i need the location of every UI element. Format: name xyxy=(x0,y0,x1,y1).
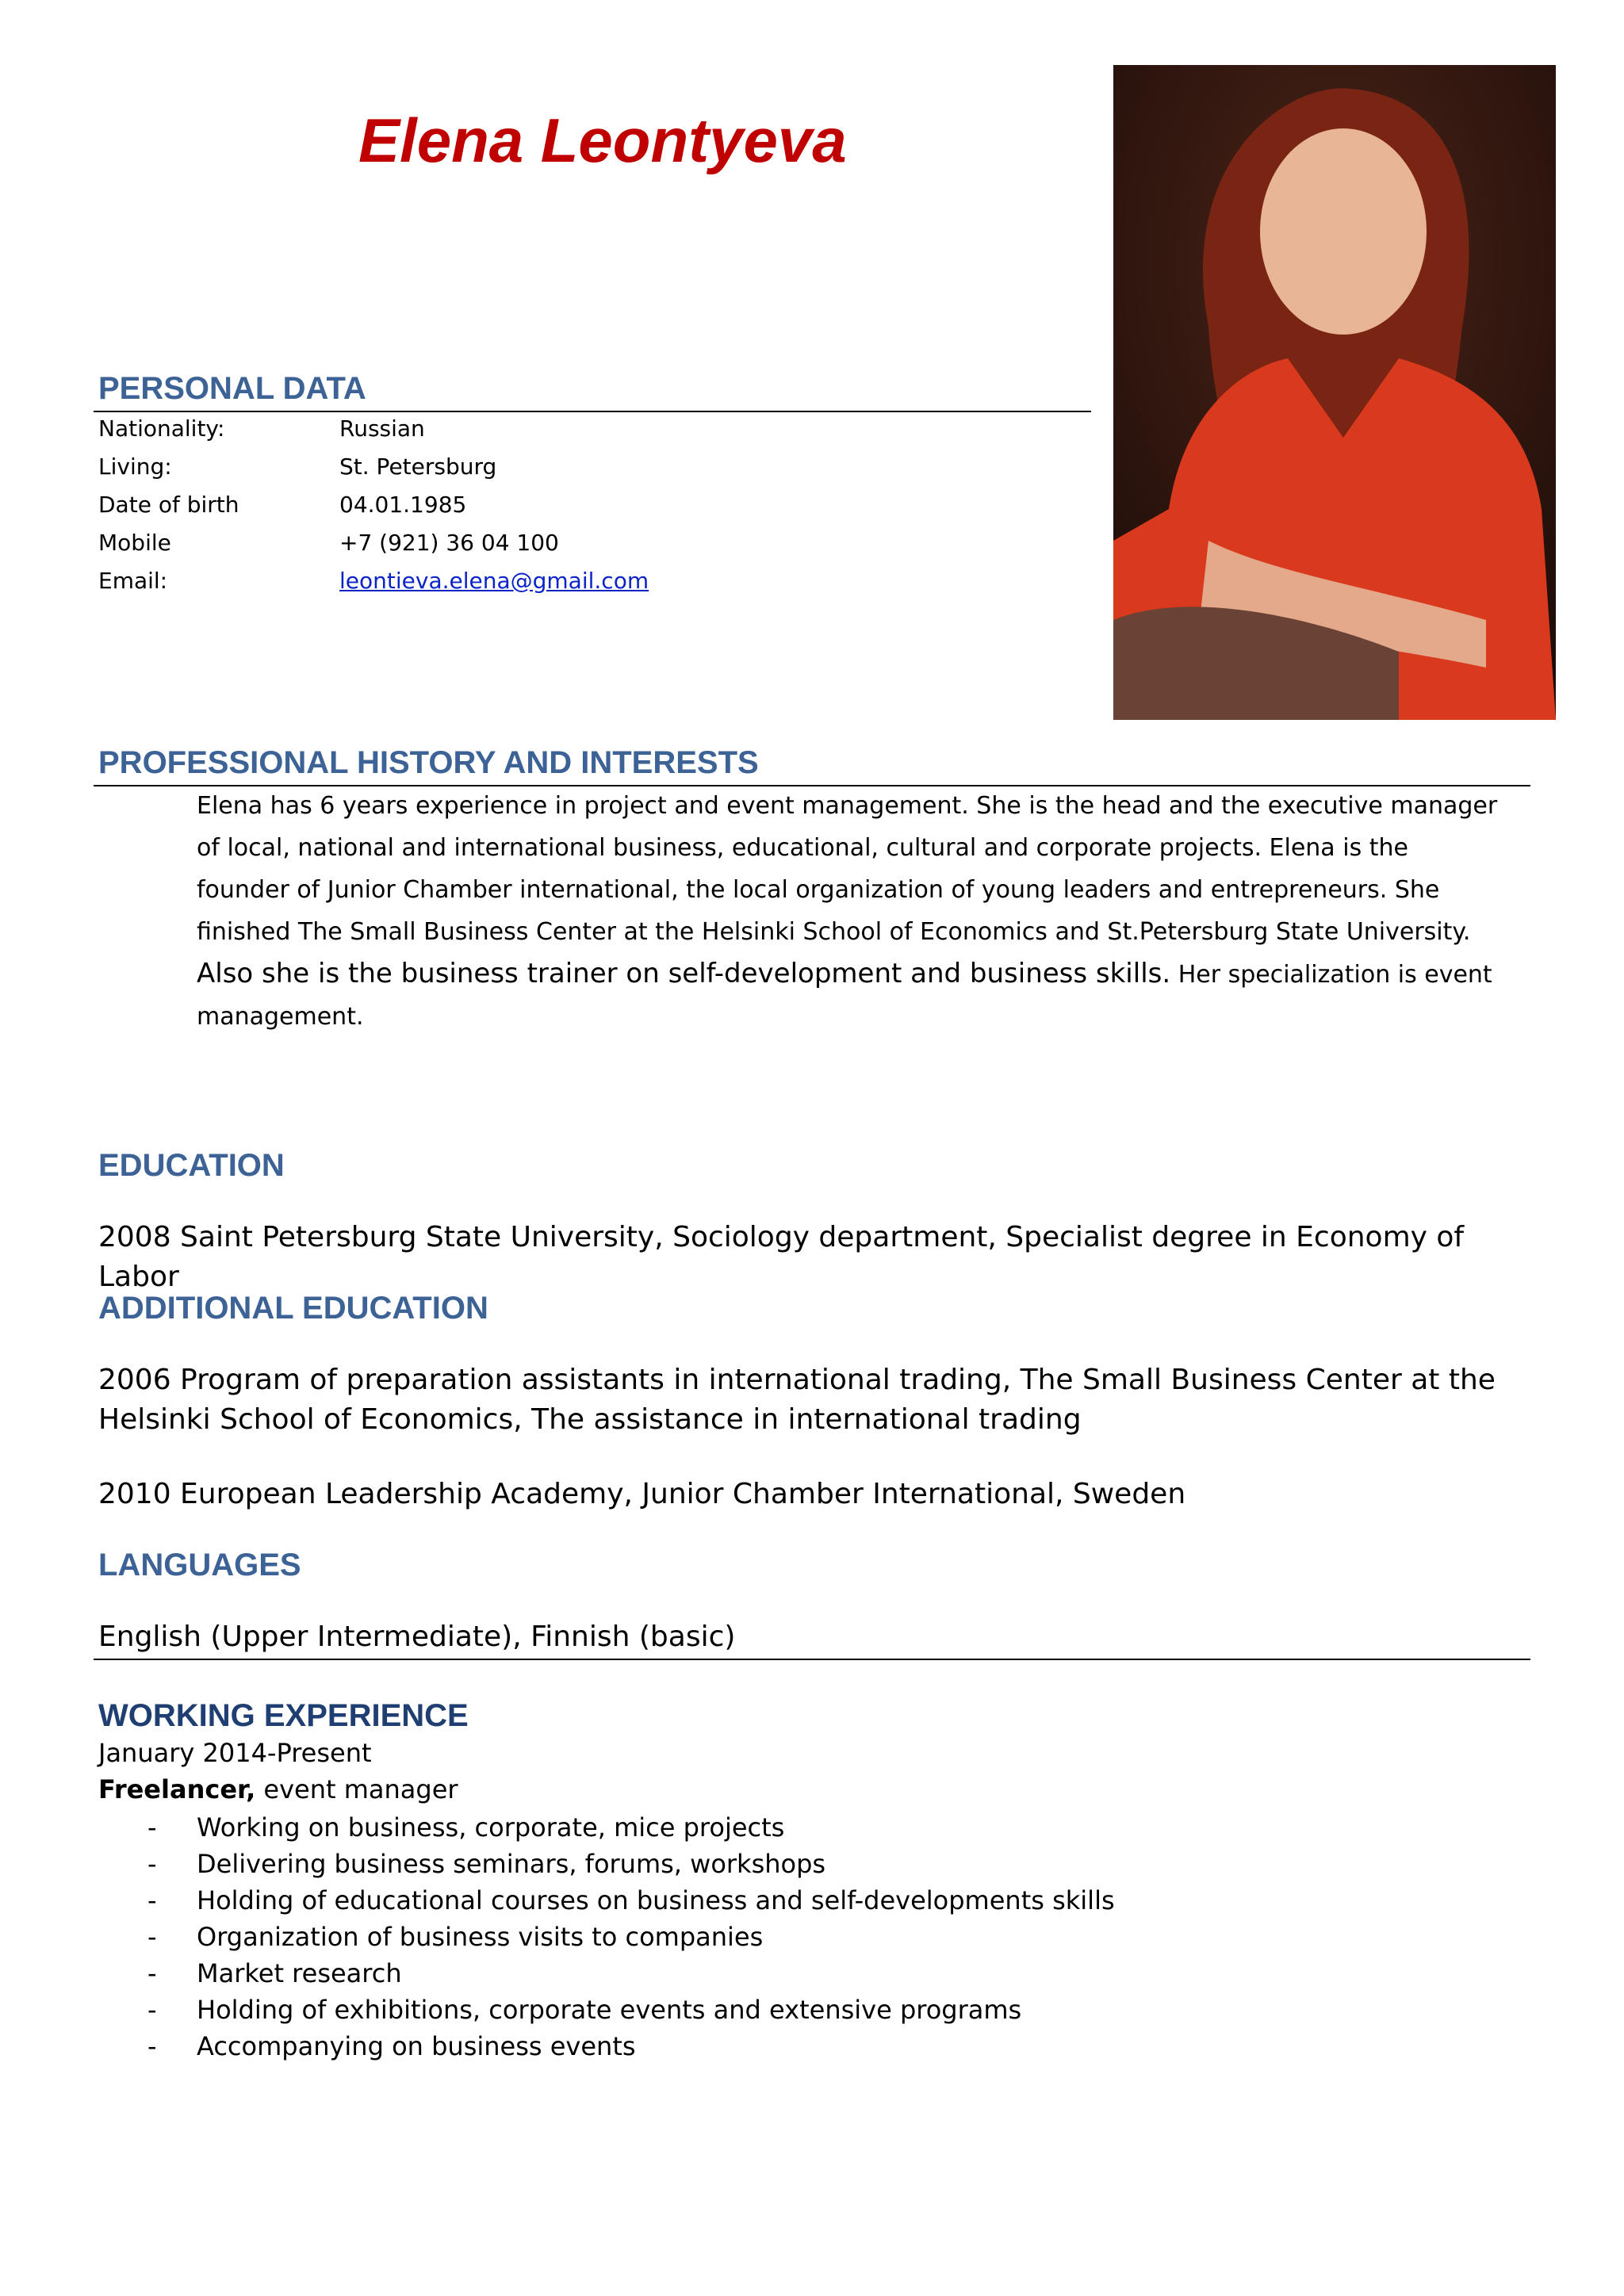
languages-divider xyxy=(94,1659,1530,1660)
email-link[interactable]: leontieva.elena@gmail.com xyxy=(339,568,649,594)
paragraph-line-large: Also she is the business trainer on self-development and business skills. xyxy=(197,958,1171,989)
professional-history-paragraph xyxy=(197,785,1529,1038)
email-label: Email: xyxy=(98,568,168,594)
additional-education-entry-1: 2006 Program of preparation assistants in international trading, The Small Business Center at the Helsinki School of Economics, The assistance in international trading xyxy=(98,1364,1496,1436)
nationality-value: Russian xyxy=(339,415,425,442)
nationality-label: Nationality: xyxy=(98,415,225,442)
education-entry: 2008 Saint Petersburg State University, Sociology department, Specialist degree in Economy of Labor xyxy=(98,1221,1465,1293)
personal-data-divider xyxy=(94,411,1091,412)
languages-entry: English (Upper Intermediate), Finnish (basic) xyxy=(98,1621,736,1653)
living-value: St. Petersburg xyxy=(339,453,497,480)
work-role-description: event manager xyxy=(255,1774,458,1804)
portrait-photo xyxy=(1113,65,1556,720)
mobile-value: +7 (921) 36 04 100 xyxy=(339,530,559,556)
professional-history-heading: PROFESSIONAL HISTORY AND INTERESTS xyxy=(98,745,759,780)
paragraph-line xyxy=(197,953,1529,996)
work-role-title: Freelancer, xyxy=(98,1774,256,1804)
paragraph-line: founder of Junior Chamber international, the local organization of young leaders and entrepreneurs. She xyxy=(197,876,1440,904)
date-of-birth-label: Date of birth xyxy=(98,492,239,518)
paragraph-line: finished The Small Business Center at the Helsinki School of Economics and St.Petersburg State University. xyxy=(197,918,1471,946)
date-of-birth-value: 04.01.1985 xyxy=(339,492,467,518)
email-value xyxy=(339,568,649,594)
education-heading: EDUCATION xyxy=(98,1148,285,1183)
portrait-image xyxy=(1113,65,1556,720)
work-role xyxy=(98,1774,458,1804)
personal-data-heading: PERSONAL DATA xyxy=(98,371,366,406)
paragraph-line-small: Her specialization is event xyxy=(1170,961,1492,989)
paragraph-line: Elena has 6 years experience in project and event management. She is the head and the executive manager xyxy=(197,792,1498,820)
additional-education-entry-2: 2010 European Leadership Academy, Junior Chamber International, Sweden xyxy=(98,1478,1186,1510)
paragraph-line: of local, national and international business, educational, cultural and corporate projects. Elena is the xyxy=(197,834,1408,862)
resume-page: Elena Leontyeva PERSONAL DATA Nationality: Russian Living: St. Petersburg Date of birth 04.01.1985 Mobile +7 (921) 36 04 100 Email: leontieva.elena@gmail.com PROFESSIONAL HISTORY AND INTERESTS Elena has 6 years experience in project and event management. She is the head and the executive manager of local, national and international business, educational, cultural and corporate projects. Elena is the founder of Junior Chamber international, the local organization of young leaders and entrepreneurs. She finished The Small Business Center at the Helsinki School of Economics and St.Petersburg State University. Also she is the business trainer on self-development and business skills. Her specialization is event management. EDUCATION 2008 Saint Petersburg State University, Sociology department, Specialist degree in Economy of Labor ADDITIONAL EDUCATION 2006 Program of preparation assistants in international trading, The Small Business Center at the Helsinki School of Economics, The assistance in international trading 2010 European Leadership Academy, Junior Chamber International, Sweden LANGUAGES English (Upper Intermediate), Finnish (basic) WORKING EXPERIENCE January 2014-Present Freelancer, event manager - Working on business, corporate, mice projects - Delivering business seminars, forums, workshops - Holding of educational courses on business and self-developments skills - Organization of business visits to companies - Market research - Holding of exhibitions, corporate events and extensive programs - Accompanying on business events xyxy=(0,0,1624,2296)
languages-heading: LANGUAGES xyxy=(98,1548,301,1582)
mobile-label: Mobile xyxy=(98,530,171,556)
working-experience-heading: WORKING EXPERIENCE xyxy=(98,1698,469,1733)
work-period: January 2014-Present xyxy=(98,1738,372,1768)
additional-education-heading: ADDITIONAL EDUCATION xyxy=(98,1291,488,1326)
person-name: Elena Leontyeva xyxy=(358,105,847,175)
living-label: Living: xyxy=(98,453,172,480)
paragraph-line: management. xyxy=(197,1003,364,1031)
